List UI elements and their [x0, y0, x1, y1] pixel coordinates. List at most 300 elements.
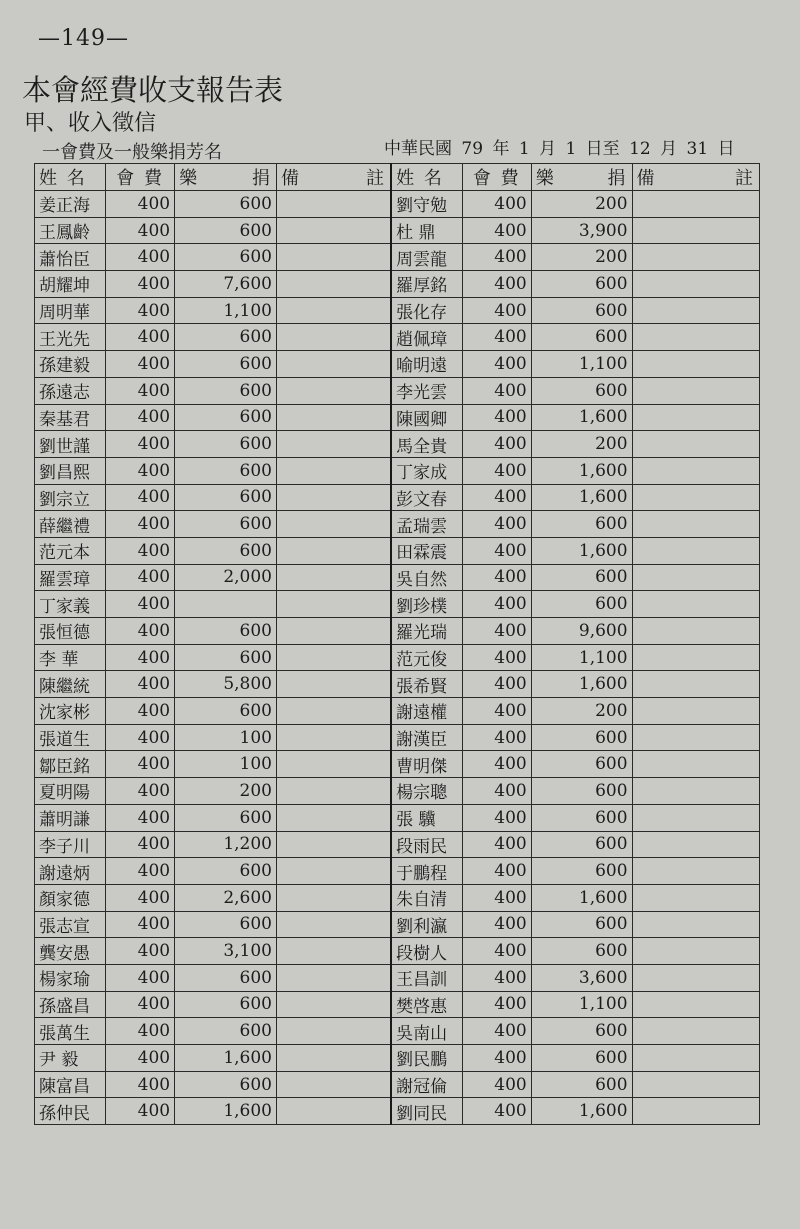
- right-fee-cell: 400: [462, 751, 531, 778]
- right-note-cell: [632, 324, 759, 351]
- right-donation-cell: 600: [531, 724, 632, 751]
- right-note-cell: [632, 831, 759, 858]
- right-donation-cell: 600: [531, 778, 632, 805]
- right-fee-cell: 400: [462, 671, 531, 698]
- left-note-cell: [276, 884, 391, 911]
- right-name-cell: 樊啓惠: [391, 991, 462, 1018]
- table-row: [35, 591, 760, 618]
- right-donation-cell: 200: [531, 698, 632, 725]
- header-fee-left: 會 費: [106, 164, 175, 191]
- left-name-cell: 劉昌熙: [35, 457, 106, 484]
- table-row: [35, 1018, 760, 1045]
- left-name-cell: 夏明陽: [35, 778, 106, 805]
- left-donation-cell: 1,600: [175, 1045, 277, 1072]
- left-name-cell: 胡耀坤: [35, 271, 106, 298]
- table-row: [35, 751, 760, 778]
- right-note-cell: [632, 191, 759, 218]
- left-fee-cell: 400: [106, 1018, 175, 1045]
- left-donation-cell: 600: [175, 484, 277, 511]
- left-note-cell: [276, 751, 391, 778]
- right-name-cell: 吳南山: [391, 1018, 462, 1045]
- right-name-cell: 劉守勉: [391, 191, 462, 218]
- right-donation-cell: 1,600: [531, 671, 632, 698]
- right-donation-cell: 600: [531, 804, 632, 831]
- right-fee-cell: 400: [462, 724, 531, 751]
- right-fee-cell: 400: [462, 964, 531, 991]
- header-name-left: 姓 名: [35, 164, 106, 191]
- table-row: [35, 191, 760, 218]
- left-donation-cell: 2,600: [175, 884, 277, 911]
- right-fee-cell: 400: [462, 831, 531, 858]
- left-donation-cell: 600: [175, 911, 277, 938]
- table-row: [35, 671, 760, 698]
- right-fee-cell: 400: [462, 884, 531, 911]
- table-row: [35, 1071, 760, 1098]
- right-note-cell: [632, 511, 759, 538]
- left-note-cell: [276, 698, 391, 725]
- left-name-cell: 孫仲民: [35, 1098, 106, 1125]
- left-fee-cell: 400: [106, 1098, 175, 1125]
- left-fee-cell: 400: [106, 537, 175, 564]
- left-donation-cell: 7,600: [175, 271, 277, 298]
- right-note-cell: [632, 591, 759, 618]
- right-name-cell: 段樹人: [391, 938, 462, 965]
- right-fee-cell: 400: [462, 991, 531, 1018]
- left-fee-cell: 400: [106, 324, 175, 351]
- left-fee-cell: 400: [106, 457, 175, 484]
- left-name-cell: 鄒臣銘: [35, 751, 106, 778]
- right-name-cell: 劉同民: [391, 1098, 462, 1125]
- left-name-cell: 蕭怡臣: [35, 244, 106, 271]
- left-donation-cell: 600: [175, 377, 277, 404]
- left-note-cell: [276, 511, 391, 538]
- left-fee-cell: 400: [106, 591, 175, 618]
- table-row: [35, 1045, 760, 1072]
- right-name-cell: 彭文春: [391, 484, 462, 511]
- right-note-cell: [632, 484, 759, 511]
- left-name-cell: 王光先: [35, 324, 106, 351]
- right-note-cell: [632, 644, 759, 671]
- right-note-cell: [632, 751, 759, 778]
- right-name-cell: 楊宗聰: [391, 778, 462, 805]
- left-note-cell: [276, 484, 391, 511]
- left-note-cell: [276, 1018, 391, 1045]
- right-fee-cell: 400: [462, 778, 531, 805]
- left-name-cell: 孫盛昌: [35, 991, 106, 1018]
- table-row: [35, 351, 760, 378]
- left-donation-cell: 600: [175, 698, 277, 725]
- left-note-cell: [276, 297, 391, 324]
- right-name-cell: 曹明傑: [391, 751, 462, 778]
- left-fee-cell: 400: [106, 484, 175, 511]
- left-name-cell: 孫建毅: [35, 351, 106, 378]
- right-fee-cell: 400: [462, 938, 531, 965]
- left-fee-cell: 400: [106, 1045, 175, 1072]
- right-note-cell: [632, 377, 759, 404]
- table-row: [35, 698, 760, 725]
- income-ledger-table: [34, 163, 760, 1125]
- left-donation-cell: 600: [175, 1071, 277, 1098]
- right-donation-cell: 1,100: [531, 991, 632, 1018]
- table-row: [35, 1098, 760, 1125]
- left-note-cell: [276, 271, 391, 298]
- right-note-cell: [632, 964, 759, 991]
- left-donation-cell: 600: [175, 991, 277, 1018]
- left-donation-cell: 1,200: [175, 831, 277, 858]
- left-note-cell: [276, 351, 391, 378]
- left-donation-cell: 600: [175, 511, 277, 538]
- right-donation-cell: 3,900: [531, 217, 632, 244]
- left-name-cell: 尹 毅: [35, 1045, 106, 1072]
- left-donation-cell: 600: [175, 618, 277, 645]
- left-note-cell: [276, 217, 391, 244]
- left-fee-cell: 400: [106, 911, 175, 938]
- right-donation-cell: 600: [531, 297, 632, 324]
- left-name-cell: 張道生: [35, 724, 106, 751]
- left-donation-cell: 600: [175, 324, 277, 351]
- right-name-cell: 田霖震: [391, 537, 462, 564]
- right-fee-cell: 400: [462, 537, 531, 564]
- table-row: [35, 217, 760, 244]
- left-fee-cell: 400: [106, 644, 175, 671]
- left-name-cell: 周明華: [35, 297, 106, 324]
- report-period: 中華民國 79 年 1 月 1 日至 12 月 31 日: [384, 139, 735, 159]
- table-row: [35, 377, 760, 404]
- right-fee-cell: 400: [462, 858, 531, 885]
- left-donation-cell: 600: [175, 244, 277, 271]
- left-donation-cell: 2,000: [175, 564, 277, 591]
- left-note-cell: [276, 964, 391, 991]
- left-name-cell: 孫遠志: [35, 377, 106, 404]
- header-note-right: 備 註: [632, 164, 759, 191]
- left-name-cell: 張萬生: [35, 1018, 106, 1045]
- left-name-cell: 羅雲璋: [35, 564, 106, 591]
- left-donation-cell: 200: [175, 778, 277, 805]
- right-fee-cell: 400: [462, 591, 531, 618]
- left-fee-cell: 400: [106, 244, 175, 271]
- right-note-cell: [632, 911, 759, 938]
- right-note-cell: [632, 457, 759, 484]
- left-fee-cell: 400: [106, 778, 175, 805]
- left-fee-cell: 400: [106, 404, 175, 431]
- header-donation-right: 樂 捐: [531, 164, 632, 191]
- right-name-cell: 劉民鵬: [391, 1045, 462, 1072]
- table-row: [35, 991, 760, 1018]
- page-number: —149—: [38, 26, 129, 51]
- left-name-cell: 劉世謹: [35, 431, 106, 458]
- left-donation-cell: 3,100: [175, 938, 277, 965]
- right-donation-cell: 1,600: [531, 404, 632, 431]
- right-donation-cell: 600: [531, 377, 632, 404]
- table-row: [35, 511, 760, 538]
- right-note-cell: [632, 724, 759, 751]
- right-name-cell: 劉利瀛: [391, 911, 462, 938]
- left-name-cell: 沈家彬: [35, 698, 106, 725]
- right-note-cell: [632, 698, 759, 725]
- left-name-cell: 范元本: [35, 537, 106, 564]
- right-name-cell: 于鵬程: [391, 858, 462, 885]
- left-note-cell: [276, 191, 391, 218]
- right-note-cell: [632, 804, 759, 831]
- left-note-cell: [276, 831, 391, 858]
- right-fee-cell: 400: [462, 351, 531, 378]
- right-note-cell: [632, 1045, 759, 1072]
- right-name-cell: 李光雲: [391, 377, 462, 404]
- left-name-cell: 李子川: [35, 831, 106, 858]
- left-name-cell: 姜正海: [35, 191, 106, 218]
- right-fee-cell: 400: [462, 1071, 531, 1098]
- header-note-left: 備 註: [276, 164, 391, 191]
- left-name-cell: 陳富昌: [35, 1071, 106, 1098]
- left-note-cell: [276, 404, 391, 431]
- left-note-cell: [276, 1045, 391, 1072]
- table-row: [35, 884, 760, 911]
- left-note-cell: [276, 431, 391, 458]
- right-donation-cell: 9,600: [531, 618, 632, 645]
- left-name-cell: 秦基君: [35, 404, 106, 431]
- right-donation-cell: 600: [531, 831, 632, 858]
- left-fee-cell: 400: [106, 831, 175, 858]
- left-fee-cell: 400: [106, 991, 175, 1018]
- left-note-cell: [276, 858, 391, 885]
- right-donation-cell: 1,100: [531, 644, 632, 671]
- left-fee-cell: 400: [106, 964, 175, 991]
- left-note-cell: [276, 377, 391, 404]
- table-row: [35, 324, 760, 351]
- left-fee-cell: 400: [106, 858, 175, 885]
- table-body: [35, 191, 760, 1125]
- subsection-heading: 一會費及一般樂捐芳名: [42, 142, 222, 163]
- table-row: [35, 297, 760, 324]
- right-donation-cell: 600: [531, 751, 632, 778]
- right-name-cell: 謝漢臣: [391, 724, 462, 751]
- right-note-cell: [632, 431, 759, 458]
- right-note-cell: [632, 351, 759, 378]
- table-row: [35, 404, 760, 431]
- right-fee-cell: 400: [462, 1098, 531, 1125]
- right-note-cell: [632, 271, 759, 298]
- right-fee-cell: 400: [462, 804, 531, 831]
- table-row: [35, 431, 760, 458]
- right-donation-cell: 600: [531, 591, 632, 618]
- left-fee-cell: 400: [106, 938, 175, 965]
- right-fee-cell: 400: [462, 484, 531, 511]
- left-note-cell: [276, 324, 391, 351]
- right-note-cell: [632, 1018, 759, 1045]
- right-donation-cell: 600: [531, 1045, 632, 1072]
- left-fee-cell: 400: [106, 564, 175, 591]
- left-note-cell: [276, 564, 391, 591]
- left-fee-cell: 400: [106, 1071, 175, 1098]
- right-fee-cell: 400: [462, 404, 531, 431]
- right-donation-cell: 600: [531, 511, 632, 538]
- left-donation-cell: 600: [175, 191, 277, 218]
- left-name-cell: 丁家義: [35, 591, 106, 618]
- right-name-cell: 丁家成: [391, 457, 462, 484]
- left-donation-cell: 600: [175, 1018, 277, 1045]
- right-donation-cell: 600: [531, 1071, 632, 1098]
- left-donation-cell: 600: [175, 457, 277, 484]
- right-donation-cell: 600: [531, 564, 632, 591]
- right-fee-cell: 400: [462, 457, 531, 484]
- table-row: [35, 804, 760, 831]
- left-fee-cell: 400: [106, 884, 175, 911]
- right-donation-cell: 1,600: [531, 484, 632, 511]
- left-name-cell: 李 華: [35, 644, 106, 671]
- right-fee-cell: 400: [462, 1018, 531, 1045]
- right-donation-cell: 600: [531, 938, 632, 965]
- right-donation-cell: 200: [531, 191, 632, 218]
- right-note-cell: [632, 991, 759, 1018]
- table-header-row: [35, 164, 760, 191]
- right-fee-cell: 400: [462, 217, 531, 244]
- right-note-cell: [632, 244, 759, 271]
- right-fee-cell: 400: [462, 377, 531, 404]
- left-donation-cell: 600: [175, 404, 277, 431]
- header-name-right: 姓 名: [391, 164, 462, 191]
- right-donation-cell: 600: [531, 1018, 632, 1045]
- right-donation-cell: 600: [531, 858, 632, 885]
- right-fee-cell: 400: [462, 191, 531, 218]
- right-name-cell: 張希賢: [391, 671, 462, 698]
- right-name-cell: 段雨民: [391, 831, 462, 858]
- right-donation-cell: 200: [531, 244, 632, 271]
- left-name-cell: 顏家德: [35, 884, 106, 911]
- left-name-cell: 蕭明謙: [35, 804, 106, 831]
- left-note-cell: [276, 1098, 391, 1125]
- left-name-cell: 陳繼統: [35, 671, 106, 698]
- right-note-cell: [632, 297, 759, 324]
- table-row: [35, 244, 760, 271]
- right-fee-cell: 400: [462, 244, 531, 271]
- left-note-cell: [276, 991, 391, 1018]
- table-row: [35, 644, 760, 671]
- left-donation-cell: 600: [175, 537, 277, 564]
- table-row: [35, 457, 760, 484]
- right-note-cell: [632, 618, 759, 645]
- left-note-cell: [276, 644, 391, 671]
- page-title: 本會經費收支報告表: [22, 73, 284, 107]
- right-name-cell: 羅厚銘: [391, 271, 462, 298]
- left-fee-cell: 400: [106, 351, 175, 378]
- right-fee-cell: 400: [462, 324, 531, 351]
- right-donation-cell: 1,600: [531, 884, 632, 911]
- right-name-cell: 范元俊: [391, 644, 462, 671]
- right-fee-cell: 400: [462, 698, 531, 725]
- left-fee-cell: 400: [106, 804, 175, 831]
- left-fee-cell: 400: [106, 271, 175, 298]
- left-donation-cell: 600: [175, 431, 277, 458]
- right-name-cell: 王昌訓: [391, 964, 462, 991]
- right-donation-cell: 600: [531, 911, 632, 938]
- left-note-cell: [276, 537, 391, 564]
- right-note-cell: [632, 537, 759, 564]
- header-donation-left: 樂 捐: [175, 164, 277, 191]
- left-fee-cell: 400: [106, 751, 175, 778]
- left-donation-cell: 600: [175, 804, 277, 831]
- left-fee-cell: 400: [106, 377, 175, 404]
- right-note-cell: [632, 564, 759, 591]
- left-donation-cell: [175, 591, 277, 618]
- right-fee-cell: 400: [462, 1045, 531, 1072]
- table-row: [35, 964, 760, 991]
- left-fee-cell: 400: [106, 511, 175, 538]
- left-fee-cell: 400: [106, 191, 175, 218]
- header-fee-right: 會 費: [462, 164, 531, 191]
- right-fee-cell: 400: [462, 297, 531, 324]
- right-name-cell: 張 驥: [391, 804, 462, 831]
- table-row: [35, 724, 760, 751]
- left-name-cell: 楊家瑜: [35, 964, 106, 991]
- left-note-cell: [276, 911, 391, 938]
- left-note-cell: [276, 1071, 391, 1098]
- left-note-cell: [276, 591, 391, 618]
- right-donation-cell: 1,600: [531, 1098, 632, 1125]
- left-name-cell: 王鳳齡: [35, 217, 106, 244]
- left-note-cell: [276, 671, 391, 698]
- right-note-cell: [632, 778, 759, 805]
- right-donation-cell: 1,100: [531, 351, 632, 378]
- left-fee-cell: 400: [106, 217, 175, 244]
- table-row: [35, 831, 760, 858]
- left-fee-cell: 400: [106, 698, 175, 725]
- right-fee-cell: 400: [462, 564, 531, 591]
- right-name-cell: 趙佩璋: [391, 324, 462, 351]
- right-note-cell: [632, 404, 759, 431]
- section-subtitle: 甲、收入徵信: [24, 111, 157, 136]
- left-donation-cell: 600: [175, 217, 277, 244]
- right-fee-cell: 400: [462, 618, 531, 645]
- left-note-cell: [276, 724, 391, 751]
- left-name-cell: 謝遠炳: [35, 858, 106, 885]
- right-note-cell: [632, 1071, 759, 1098]
- table-row: [35, 564, 760, 591]
- right-note-cell: [632, 938, 759, 965]
- right-fee-cell: 400: [462, 271, 531, 298]
- right-fee-cell: 400: [462, 511, 531, 538]
- right-donation-cell: 1,600: [531, 537, 632, 564]
- right-name-cell: 謝遠權: [391, 698, 462, 725]
- left-note-cell: [276, 457, 391, 484]
- left-name-cell: 張恒德: [35, 618, 106, 645]
- right-name-cell: 陳國卿: [391, 404, 462, 431]
- right-fee-cell: 400: [462, 431, 531, 458]
- left-note-cell: [276, 938, 391, 965]
- right-donation-cell: 600: [531, 271, 632, 298]
- right-note-cell: [632, 671, 759, 698]
- right-donation-cell: 200: [531, 431, 632, 458]
- left-note-cell: [276, 618, 391, 645]
- right-fee-cell: 400: [462, 911, 531, 938]
- table-row: [35, 911, 760, 938]
- left-donation-cell: 100: [175, 751, 277, 778]
- right-name-cell: 羅光瑞: [391, 618, 462, 645]
- left-fee-cell: 400: [106, 431, 175, 458]
- right-name-cell: 朱自清: [391, 884, 462, 911]
- left-name-cell: 龔安愚: [35, 938, 106, 965]
- left-note-cell: [276, 804, 391, 831]
- left-donation-cell: 600: [175, 644, 277, 671]
- right-name-cell: 劉珍樸: [391, 591, 462, 618]
- right-donation-cell: 600: [531, 324, 632, 351]
- left-donation-cell: 600: [175, 858, 277, 885]
- left-note-cell: [276, 244, 391, 271]
- table-row: [35, 271, 760, 298]
- table-row: [35, 778, 760, 805]
- left-donation-cell: 1,100: [175, 297, 277, 324]
- left-name-cell: 張志宣: [35, 911, 106, 938]
- right-name-cell: 孟瑞雲: [391, 511, 462, 538]
